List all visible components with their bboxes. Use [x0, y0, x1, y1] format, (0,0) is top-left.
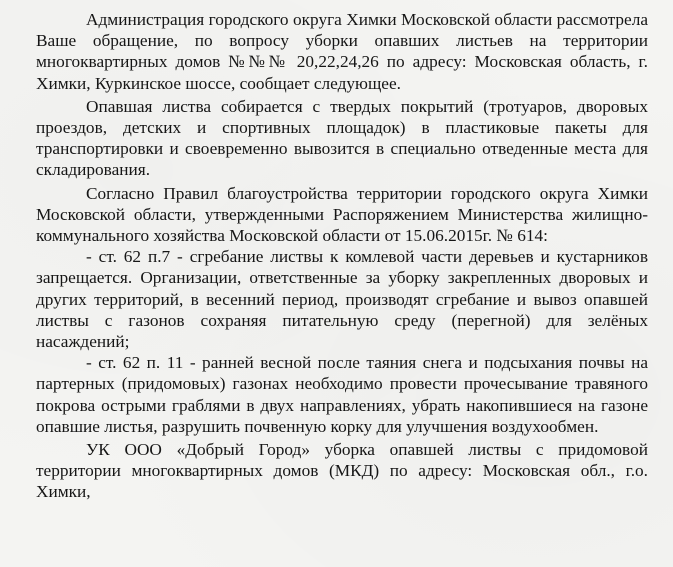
- paragraph-regulations: Согласно Правил благоустройства территории городского округа Химки Московской области, утвержденными Распоряжением Министерства жилищно-коммунального хозяйства Московской области от 15.06.2015г. № 614:: [36, 183, 648, 246]
- paragraph-article-62-11: - ст. 62 п. 11 - ранней весной после таяния снега и подсыхания почвы на партерных (придомовых) газонах необходимо провести прочесывание травяного покрова острыми граблями в двух направлениях, убрать накопившиеся на газоне опавшие листья, разрушить почвенную корку для улучшения воздухообмен.: [36, 353, 648, 436]
- paragraph-management-company: УК ООО «Добрый Город» уборка опавшей листвы с придомовой территории многоквартирных домов (МКД) по адресу: Московская обл., г.о. Химки,: [36, 440, 648, 502]
- paragraph-intro: Администрация городского округа Химки Московской области рассмотрела Ваше обращение, по вопросу уборки опавших листьев на территории многоквартирных домов №№№ 20,22,24,26 по адресу: Московская область, г. Химки, Куркинское шоссе, сообщает следующее.: [36, 10, 648, 93]
- paragraph-article-62-7: - ст. 62 п.7 - сгребание листвы к комлевой части деревьев и кустарников запрещается. Организации, ответственные за уборку закрепленных дворовых и других территорий, в весенний период, производят сгребание и вывоз опавшей листвы с газонов сохраняя питательную среду (перегной) для зелёных насаждений;: [36, 247, 648, 352]
- letter-body: [36, 9, 648, 503]
- paragraph-leaves-collection: Опавшая листва собирается с твердых покрытий (тротуаров, дворовых проездов, детских и спортивных площадок) в пластиковые пакеты для транспортировки и своевременно вывозится в специально отведенные места для складирования.: [36, 96, 648, 180]
